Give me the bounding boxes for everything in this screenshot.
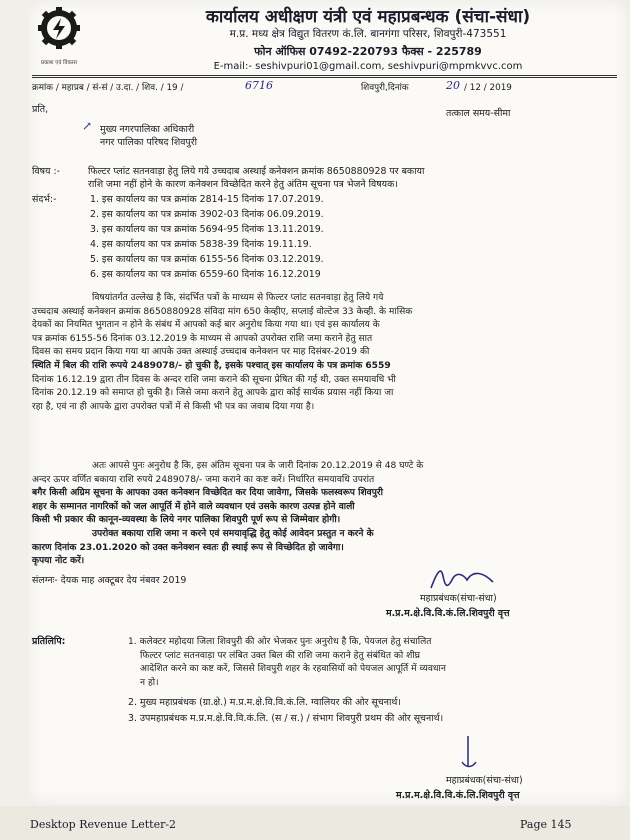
urgency-note: तत्काल समय-सीमा bbox=[446, 108, 511, 119]
copies-label: प्रतिलिपि: bbox=[32, 636, 66, 647]
logo-caption: प्रकाश एवं विकास bbox=[41, 60, 77, 66]
references-label: संदर्भ:- bbox=[32, 194, 57, 205]
paragraph-line: 1. कलेक्टर महोदया जिला शिवपुरी की ओर भेजकर पुनः अनुरोध है कि, पेयजल हेतु संचालित bbox=[128, 637, 432, 647]
office-email: E-mail:- seshivpuri01@gmail.com, seshivpuri@mpmkvvc.com bbox=[213, 61, 523, 72]
paragraph-line: उपरोक्त बकाया राशि जमा न करने एवं समयावृद्धि हेतु कोई आवेदन प्रस्तुत न करने के bbox=[92, 528, 374, 539]
office-title: कार्यालय अधीक्षण यंत्री एवं महाप्रबन्धक (संचा-संधा) bbox=[205, 7, 531, 27]
reference-item: 1. इस कार्यालय का पत्र क्रमांक 2814-15 दिनांक 17.07.2019. bbox=[90, 194, 324, 205]
copy-item-1 bbox=[128, 636, 616, 690]
paragraph-line: दिवस का समय प्रदान किया गया था आपके उक्त अस्थाई उच्चदाब कनेक्शन पर माह दिसंबर-2019 की bbox=[32, 347, 370, 358]
paragraph-line: कृपया नोट करें। bbox=[32, 556, 85, 567]
paragraph-line: आदेशित करने का कष्ट करें, जिससे शिवपुरी शहर के रहवासियों को पेयजल आपूर्ति में व्यवधान bbox=[140, 664, 446, 675]
arrow-mark-icon: ↗ bbox=[82, 119, 93, 133]
signatory-title: महाप्रबंधक(संचा-संधा) bbox=[420, 593, 497, 604]
paragraph-line: न हो। bbox=[140, 677, 159, 688]
paragraph-line: स्थिति में बिल की राशि रूपये 2489078/- हो चुकी है, इसके पश्चात् इस कार्यालय के पत्र क्रमांक 6559 bbox=[32, 360, 391, 371]
subject-line-2: राशि जमा नहीं होने के कारण कनेक्शन विच्छेदित करने हेतु अंतिम सूचना पत्र भेजने विषयक। bbox=[88, 179, 398, 190]
reference-item: 5. इस कार्यालय का पत्र क्रमांक 6155-56 दिनांक 03.12.2019. bbox=[90, 254, 324, 265]
subject-line-1: फिल्टर प्लांट सतनवाड़ा हेतु लिये गये उच्चदाब अस्थाई कनेक्शन क्रमांक 8650880928 पर बकाया bbox=[88, 166, 425, 177]
addressee-line-1: मुख्य नगरपालिका अधिकारी bbox=[100, 124, 195, 135]
handwritten-letter-number: 6716 bbox=[245, 79, 273, 92]
reference-item: 6. इस कार्यालय का पत्र क्रमांक 6559-60 दिनांक 16.12.2019 bbox=[90, 269, 321, 280]
paragraph-line: पत्र क्रमांक 6155-56 दिनांक 03.12.2019 के माध्यम से आपको उपरोक्त राशि जमा कराने हेतु सात bbox=[32, 333, 373, 344]
paragraph-line: देयकों का नियमित भुगतान न होने के संबंध में आपको कई बार अनुरोध किया गया था। एवं इस कार्यालय के bbox=[32, 320, 380, 331]
paragraph-line: कारण दिनांक 23.01.2020 को उक्त कनेक्शन स्वतः ही स्थाई रूप से विच्छेदित हो जावेगा। bbox=[32, 542, 344, 553]
paragraph-line: अन्दर ऊपर वर्णित बकाया राशि रुपये 2489078/- जमा कराने का कष्ट करें। निर्धारित समयावधि उपरांत bbox=[32, 474, 375, 485]
header-divider bbox=[32, 75, 617, 76]
paragraph-line: विषयांतर्गत उल्लेख है कि, संदर्भित पत्रों के माध्यम से फिल्टर प्लांट सतनवाड़ा हेतु लिये गये bbox=[92, 293, 384, 303]
paragraph-line: फिल्टर प्लांट सतनवाड़ा पर लंबित उक्त बिल की राशि जमा कराने हेतु संबंधित को शीघ्र bbox=[140, 650, 421, 661]
body-paragraph-2 bbox=[32, 460, 612, 569]
paragraph-line: दिनांक 20.12.19 को समाप्त हो चुकी है। जिसे जमा कराने हेतु आपके द्वारा कोई सार्थक प्रयास नहीं किया जा bbox=[32, 388, 394, 399]
office-address: म.प्र. मध्य क्षेत्र विद्युत वितरण कं.लि. बानगंगा परिसर, शिवपुरी-473551 bbox=[229, 28, 507, 40]
paragraph-line: अतः आपसे पुनः अनुरोध है कि, इस अंतिम सूचना पत्र के जारी दिनांक 20.12.2019 से 48 घण्टे के bbox=[92, 461, 424, 471]
reference-number: क्रमांक / महाप्रब / सं-सं / उ.दा. / शिव. / 19 / bbox=[32, 83, 184, 93]
footer-page-number: Page 145 bbox=[520, 818, 572, 831]
signatory-org: म.प्र.म.क्षे.वि.वि.कं.लि.शिवपुरी वृत्त bbox=[386, 608, 510, 619]
footer-document-name: Desktop Revenue Letter-2 bbox=[30, 818, 177, 831]
body-paragraph-1 bbox=[32, 292, 612, 414]
enclosure-note: संलग्नः- देयक माह अक्टूबर देय नंबवर 2019 bbox=[32, 575, 187, 586]
subject-label: विषय :- bbox=[32, 166, 61, 177]
paragraph-line: किसी भी प्रकार की कानून-व्यवस्था के लिये नगर पालिका शिवपुरी पूर्ण रूप से जिम्मेवार होगी। bbox=[32, 515, 341, 526]
handwritten-date-day: 20 bbox=[446, 79, 460, 92]
page-footer bbox=[0, 806, 630, 840]
paragraph-line: रहा है, एवं ना ही आपके द्वारा उपरोक्त पत्रों में से किसी भी पत्र का जवाब दिया गया है। bbox=[32, 401, 315, 412]
date-prefix: शिवपुरी,दिनांक bbox=[361, 83, 409, 93]
signature-icon bbox=[423, 562, 503, 594]
reference-item: 4. इस कार्यालय का पत्र क्रमांक 5838-39 दिनांक 19.11.19. bbox=[90, 239, 312, 250]
office-phone: फोन ऑफिस 07492-220793 फैक्स - 225789 bbox=[254, 45, 482, 58]
prati-label: प्रति, bbox=[32, 104, 49, 115]
copy-item-2: 2. मुख्य महाप्रबंधक (ग्रा.क्षे.) म.प्र.म.क्षे.वि.वि.कं.लि. ग्वालियर की ओर सूचनार्थ। bbox=[128, 697, 401, 708]
signatory-org-2: म.प्र.म.क्षे.वि.वि.कं.लि.शिवपुरी वृत्त bbox=[396, 790, 520, 801]
header-divider-2 bbox=[32, 77, 617, 78]
paragraph-line: दिनांक 16.12.19 द्वारा तीन दिवस के अन्दर राशि जमा कराने की सूचना प्रेषित की गई थी, उक्त समयावधि भी bbox=[32, 374, 396, 385]
reference-item: 2. इस कार्यालय का पत्र क्रमांक 3902-03 दिनांक 06.09.2019. bbox=[90, 209, 324, 220]
letter-sheet bbox=[28, 0, 628, 805]
gear-logo-icon bbox=[34, 4, 84, 56]
paragraph-line: शहर के सम्मानत नागरिकों को जल आपूर्ति में होने वाले व्यवधान एवं उसके कारण उत्पन्न होने वाली bbox=[32, 501, 355, 512]
signature-mark-icon bbox=[448, 732, 488, 774]
copy-item-3: 3. उपमहाप्रबंधक म.प्र.म.क्षे.वि.वि.कं.लि. (स / स.) / संभाग शिवपुरी प्रथम की ओर सूचनार्थ। bbox=[128, 713, 444, 724]
signatory-title-2: महाप्रबंधक(संचा-संधा) bbox=[446, 775, 523, 786]
paragraph-line: बगैर किसी अग्रिम सूचना के आपका उक्त कनेक्शन विच्छेदित कर दिया जावेगा, जिसके फलस्वरूप शिवपुरी bbox=[32, 488, 383, 499]
reference-item: 3. इस कार्यालय का पत्र क्रमांक 5694-95 दिनांक 13.11.2019. bbox=[90, 224, 324, 235]
paragraph-line: उच्चदाब अस्थाई कनेक्शन क्रमांक 8650880928 संविदा मांग 650 केव्हीए, सप्लाई वोल्टेज 33 केव्ही. के मासिक bbox=[32, 306, 413, 317]
addressee-line-2: नगर पालिका परिषद शिवपुरी bbox=[100, 137, 198, 148]
date-suffix: / 12 / 2019 bbox=[464, 83, 512, 93]
